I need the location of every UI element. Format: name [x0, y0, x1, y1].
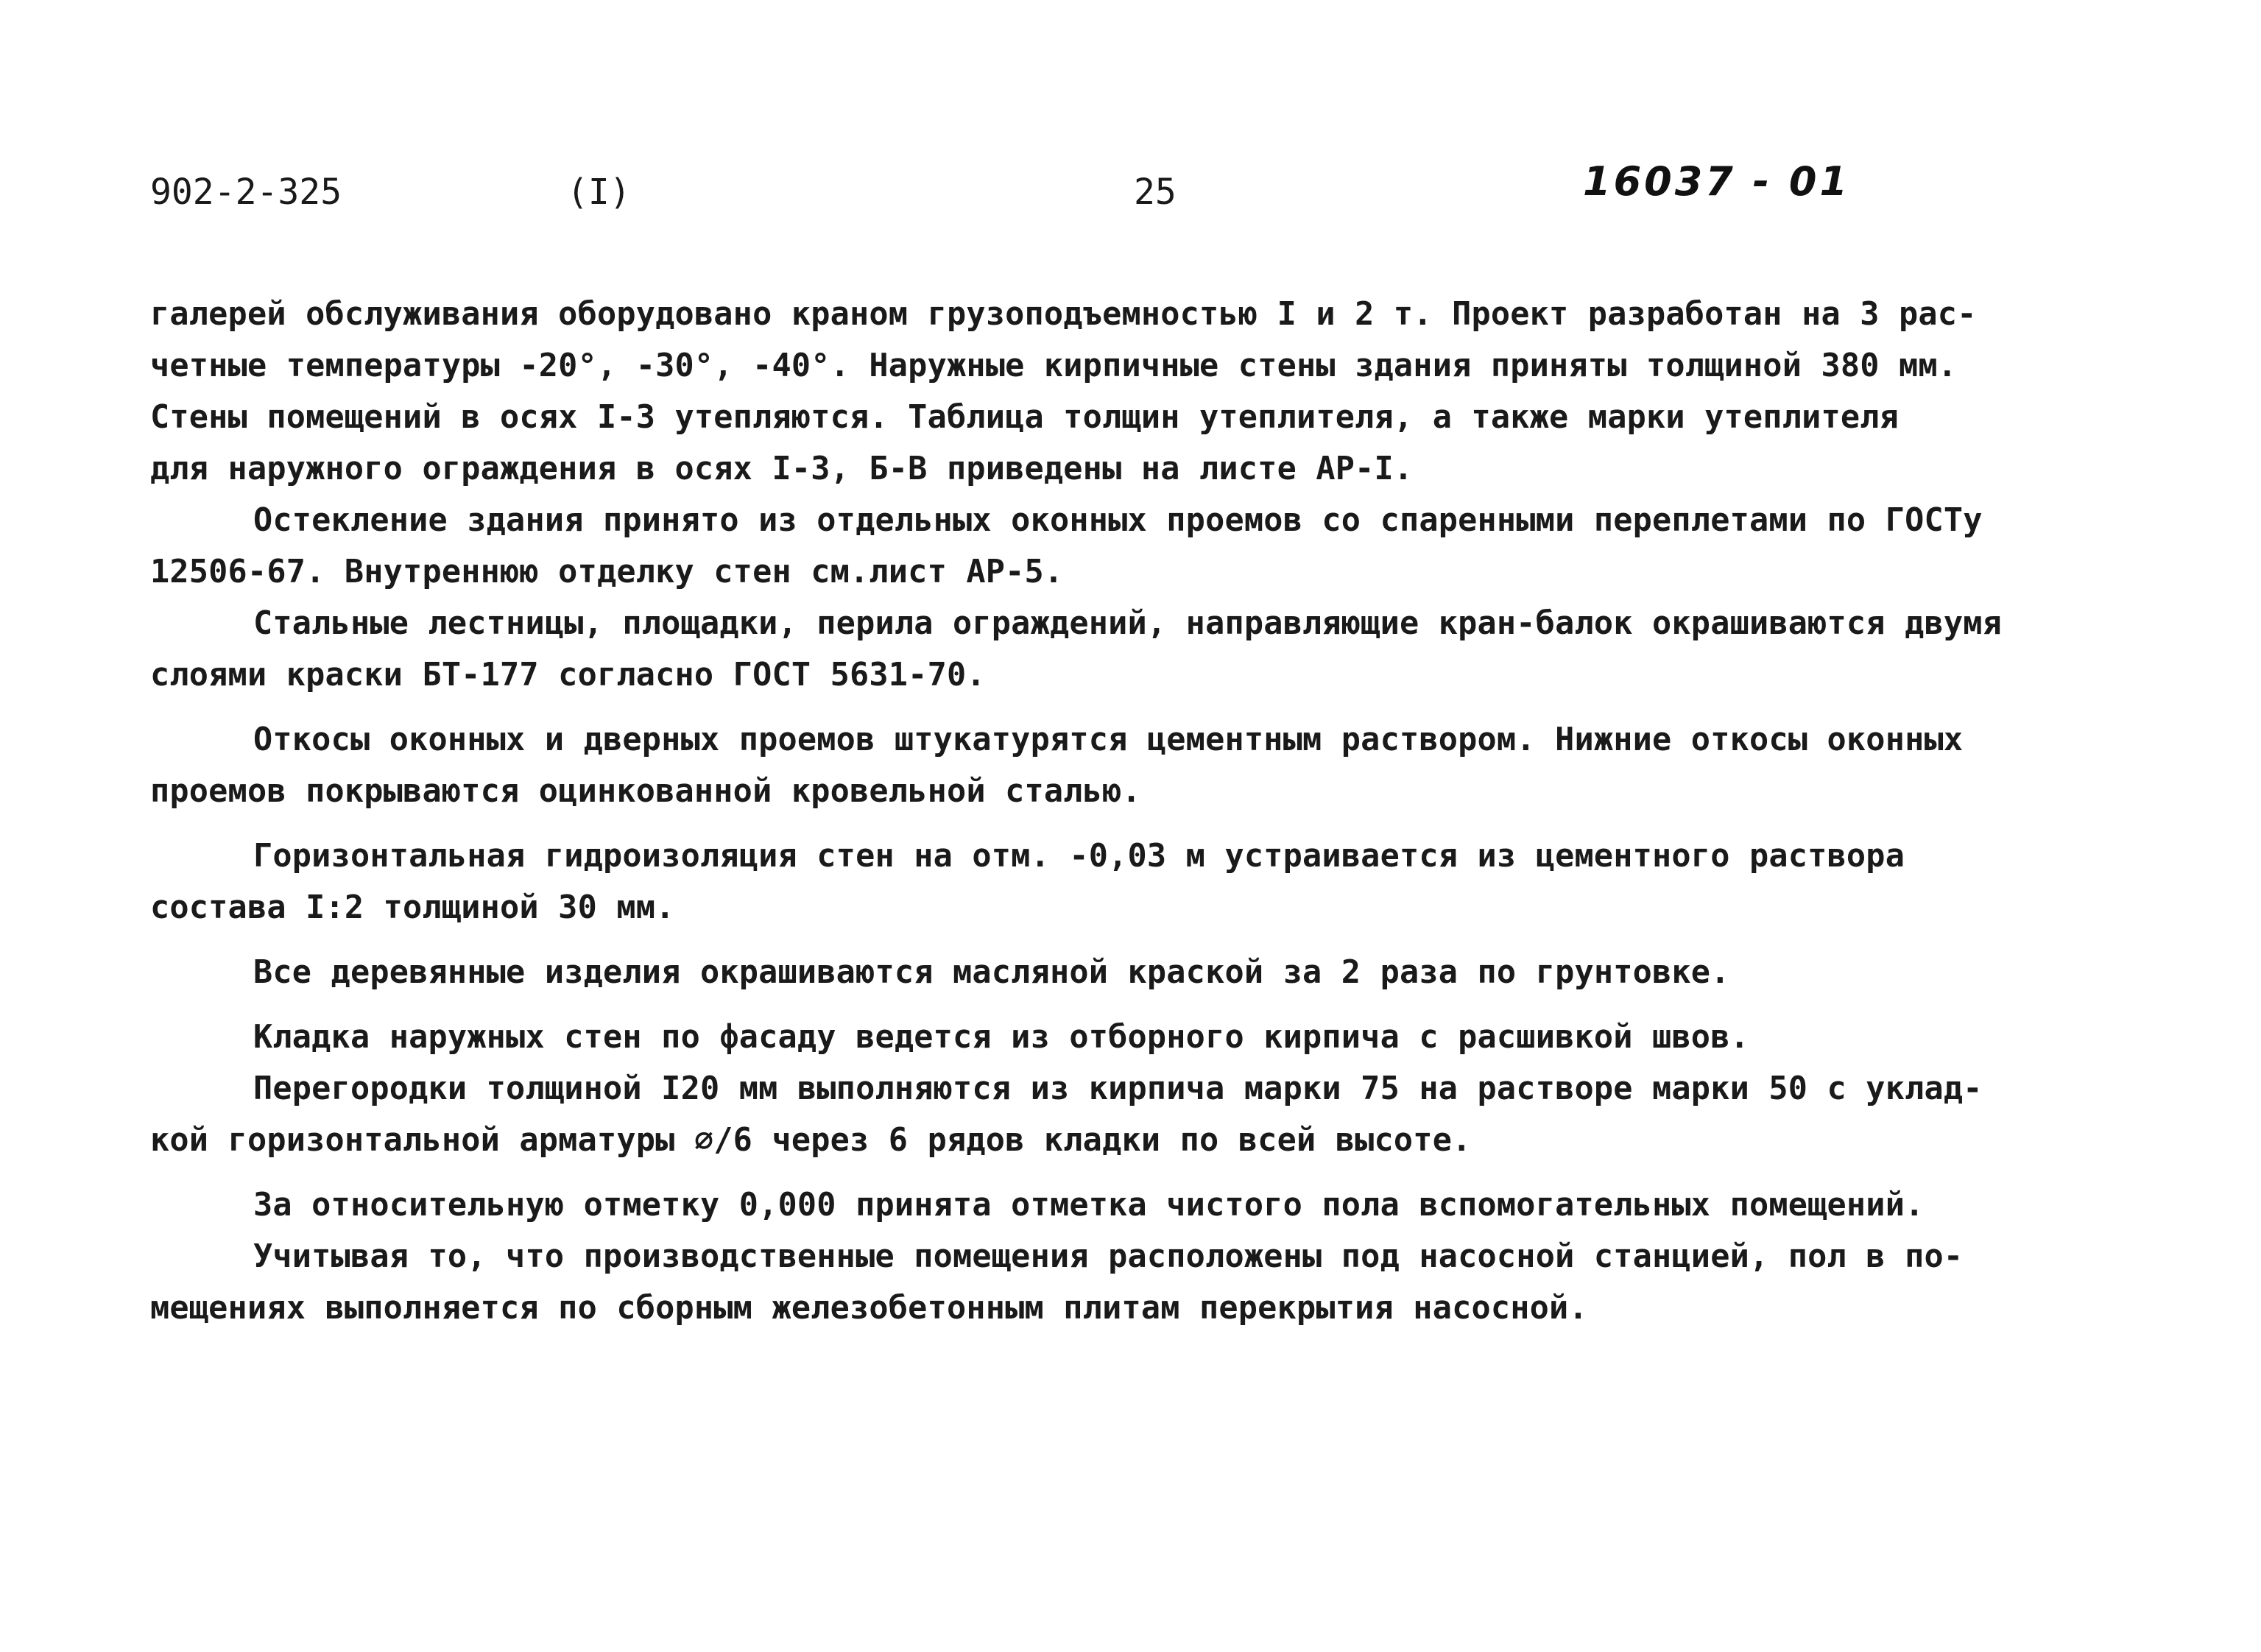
- document-body: [150, 289, 2153, 1334]
- text-line: Стены помещений в осях I-3 утепляются. Таблица толщин утеплителя, а также марки утеплителя: [150, 399, 1900, 436]
- text-line: Стальные лестницы, площадки, перила ограждений, направляющие кран-балок окрашиваются двумя: [253, 605, 2003, 642]
- text-line: Откосы оконных и дверных проемов штукатурятся цементным раствором. Нижние откосы оконных: [253, 721, 1964, 758]
- text-line: проемов покрываются оцинкованной кровельной сталью.: [150, 773, 1141, 810]
- text-line: Перегородки толщиной I20 мм выполняются из кирпича марки 75 на растворе марки 50 с уклад-: [253, 1070, 1983, 1107]
- text-line: слоями краски БТ-177 согласно ГОСТ 5631-70.: [150, 657, 986, 693]
- document-code: 902-2-325: [150, 172, 342, 213]
- handwritten-inventory-number: 16037 - 01: [1583, 158, 1851, 205]
- text-line: Все деревянные изделия окрашиваются масляной краской за 2 раза по грунтовке.: [253, 954, 1730, 991]
- text-line: Горизонтальная гидроизоляция стен на отм. -0,03 м устраивается из цементного раствора: [253, 838, 1905, 875]
- text-line: 12506-67. Внутреннюю отделку стен см.лист АР-5.: [150, 554, 1064, 590]
- text-line: мещениях выполняется по сборным железобетонным плитам перекрытия насосной.: [150, 1290, 1588, 1327]
- text-line: состава I:2 толщиной 30 мм.: [150, 889, 675, 926]
- text-line: четные температуры -20°, -30°, -40°. Наружные кирпичные стены здания приняты толщиной 380 мм.: [150, 347, 1958, 384]
- page-number: 25: [1134, 172, 1177, 213]
- text-line: Кладка наружных стен по фасаду ведется из отборного кирпича с расшивкой швов.: [253, 1019, 1749, 1056]
- text-line: Учитывая то, что производственные помещения расположены под насосной станцией, пол в по-: [253, 1238, 1964, 1275]
- text-line: галерей обслуживания оборудовано краном грузоподъемностью I и 2 т. Проект разработан на 3 рас-: [150, 296, 1977, 333]
- text-line: кой горизонтальной арматуры ∅/6 через 6 рядов кладки по всей высоте.: [150, 1122, 1472, 1159]
- document-part: (I): [567, 172, 631, 213]
- text-line: для наружного ограждения в осях I-3, Б-В приведены на листе АР-I.: [150, 451, 1414, 487]
- text-line: Остекление здания принято из отдельных оконных проемов со спаренными переплетами по ГОСТу: [253, 502, 1983, 539]
- text-line: За относительную отметку 0,000 принята отметка чистого пола вспомогательных помещений.: [253, 1187, 1925, 1224]
